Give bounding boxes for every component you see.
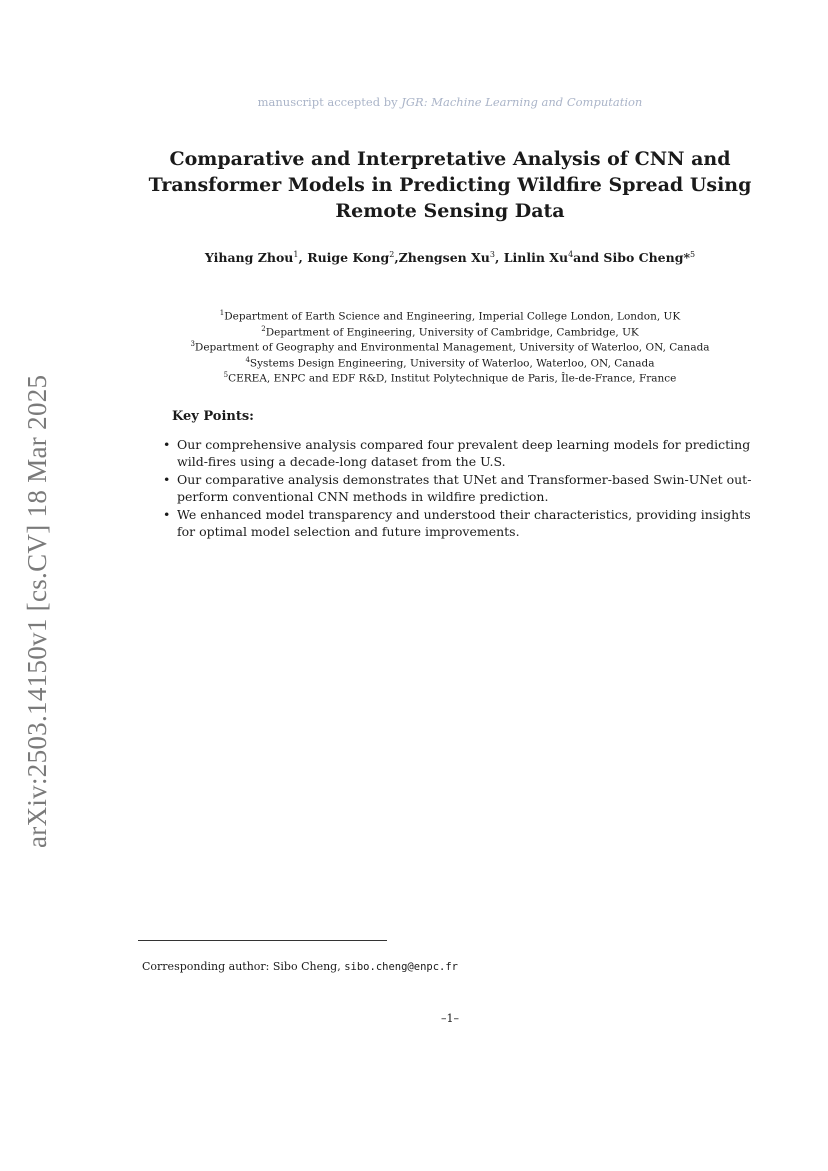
journal-acceptance-note — [0, 95, 828, 109]
author-separator: , — [494, 250, 504, 266]
author-email-link[interactable]: sibo.cheng@enpc.fr — [344, 961, 459, 973]
page-number: –1– — [441, 1012, 459, 1025]
key-point-text: We enhanced model transparency and understood their characteristics, providing insights for optimal model selection and future improvements. — [177, 507, 751, 539]
affiliation-number: 5 — [223, 371, 229, 379]
author-name: and Sibo Cheng* — [573, 250, 690, 266]
author-affiliation-mark: 2 — [389, 250, 395, 259]
affiliation-text: Systems Design Engineering, University of Waterloo, Waterloo, ON, Canada — [249, 357, 655, 369]
author-affiliation-mark: 1 — [293, 250, 299, 259]
author-affiliation-mark: 3 — [489, 250, 495, 259]
author-separator: , — [298, 250, 308, 266]
bullet-icon: • — [163, 507, 171, 522]
author-affiliation-mark: 5 — [690, 250, 696, 259]
acceptance-prefix: manuscript accepted by — [257, 95, 402, 109]
arxiv-identifier-stamp: arXiv:2503.14150v1 [cs.CV] 18 Mar 2025 — [22, 374, 52, 848]
key-points-list — [160, 436, 760, 541]
affiliation-text: CEREA, ENPC and EDF R&D, Institut Polytechnique de Paris, Île-de-France, France — [228, 372, 677, 385]
author-name: Ruige Kong — [307, 250, 390, 266]
bullet-icon: • — [163, 472, 171, 487]
author-list — [120, 250, 780, 265]
author-name: Linlin Xu — [503, 250, 569, 266]
affiliation — [120, 354, 780, 370]
affiliation-number: 4 — [245, 355, 250, 364]
author-name: Yihang Zhou — [204, 250, 294, 266]
affiliation-text: Department of Earth Science and Engineering, Imperial College London, London, UK — [224, 310, 681, 323]
key-points-heading: Key Points: — [172, 409, 254, 424]
key-point-item — [160, 506, 760, 540]
key-point-item — [160, 436, 760, 470]
bullet-icon: • — [163, 437, 171, 452]
corresponding-author-footnote — [142, 960, 458, 973]
affiliation-number: 2 — [261, 324, 266, 333]
journal-name: JGR: Machine Learning and Computation — [401, 95, 643, 109]
key-point-item — [160, 471, 760, 505]
affiliation-number: 3 — [190, 340, 195, 348]
affiliation — [120, 338, 780, 354]
affiliation-text: Department of Engineering, University of Cambridge, Cambridge, UK — [265, 326, 639, 338]
affiliation — [120, 323, 780, 339]
title-line: Comparative and Interpretative Analysis of CNN and — [169, 148, 731, 170]
affiliation — [120, 307, 780, 323]
key-point-text: Our comprehensive analysis compared four prevalent deep learning models for predicting wild-fires using a decade-long dataset from the U.S. — [177, 437, 751, 469]
author-separator: , — [394, 250, 399, 266]
key-point-text: Our comparative analysis demonstrates that UNet and Transformer-based Swin-UNet out-perform conventional CNN methods in wildfire prediction. — [177, 472, 752, 504]
footnote-divider — [138, 940, 387, 941]
author-name: Zhengsen Xu — [398, 250, 490, 266]
affiliation-list — [120, 307, 780, 385]
affiliation — [120, 369, 780, 385]
paper-title — [120, 146, 780, 224]
affiliation-number: 1 — [219, 309, 225, 317]
title-line: Remote Sensing Data — [335, 200, 565, 222]
title-line: Transformer Models in Predicting Wildfire Spread Using — [148, 174, 752, 196]
footnote-label: Corresponding author: Sibo Cheng, — [142, 960, 345, 973]
author-affiliation-mark: 4 — [568, 250, 574, 259]
affiliation-text: Department of Geography and Environmental Management, University of Waterloo, ON, Canada — [194, 341, 710, 354]
